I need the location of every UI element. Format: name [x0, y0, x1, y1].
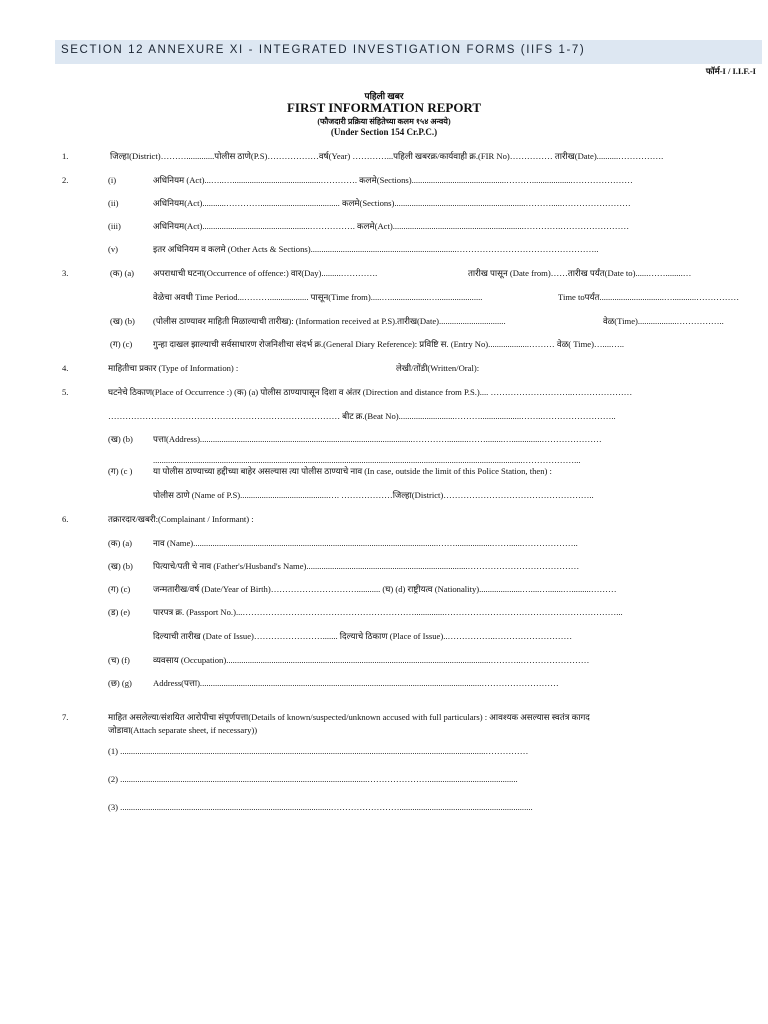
item-number: 2. — [62, 175, 69, 185]
field-line: पत्ता(Address)...................................................................................................…………..........……........…..............………………… — [153, 434, 602, 444]
banner-text: SECTION 12 ANNEXURE XI - INTEGRATED INVESTIGATION FORMS (IIFS 1-7) — [61, 44, 586, 56]
marathi-subtitle: (फौजदारी प्रक्रिया संहितेच्या कलम १५४ अन्वये) — [317, 117, 451, 126]
item-number: 3. — [62, 268, 69, 278]
field-line: दिल्याची तारीख (Date of Issue)……………………....... दिल्याचे ठिकाण (Place of Issue)..……………..……………………… — [153, 631, 573, 641]
field-line: Time toपर्यंत..............................…...........…………… — [558, 292, 740, 302]
field-line: ............................................................................................................................................................................………………... — [153, 455, 581, 465]
item-number: 1. — [62, 151, 69, 161]
sub-label: (ख) (b) — [108, 561, 133, 571]
item-number: 7. — [62, 712, 69, 722]
field-line: जन्मतारीख/वर्ष (Date/Year of Birth)…………………………........... (घ) (d) राष्ट्रीयत्व (Nationality)....................…....….......….........……… — [153, 584, 617, 594]
sub-label: (ख) (b) — [108, 434, 133, 444]
document-subtitle: (Under Section 154 Cr.P.C.) — [330, 127, 438, 137]
field-line: अपराधाची घटना(Occurrence of offence:) वार(Day).........…………. — [153, 268, 378, 278]
item-number: 6. — [62, 514, 69, 524]
sub-label: (क) (a) — [108, 538, 133, 548]
field-line: तक्रारदार/खबरी:(Complainant / Informant) : — [108, 514, 254, 524]
field-line: अधिनियम(Act)...........…………..................................... कलमे(Sections).............................................................……….....…………………… — [153, 198, 631, 208]
sub-label: (i) — [108, 175, 117, 185]
sub-label: (ख) (b) — [110, 316, 135, 326]
sub-label: (v) — [108, 244, 119, 254]
field-line: Address(पत्ता)...................................................................................................................................……………………… — [153, 678, 559, 688]
field-line: तारीख पासून (Date from)……तारीख पर्यंत(Date to)......……........… — [468, 268, 692, 278]
field-line: (2) ...................................................................................................................………………….......................................... — [108, 774, 518, 784]
field-line: लेखी/तोंडी(Written/Oral): — [396, 363, 480, 373]
field-line: जोडावा(Attach separate sheet, if necessary)) — [108, 725, 258, 735]
field-line: या पोलीस ठाण्याच्या हद्दीच्या बाहेर असल्यास त्या पोलीस ठाण्याचे नाव (In case, outside the limit of this Police Station, then) : — [153, 466, 552, 476]
sub-label: (ii) — [108, 198, 119, 208]
sub-label: (ग) (c) — [110, 339, 133, 349]
field-line: माहितीचा प्रकार (Type of Information) : — [108, 363, 239, 373]
sub-label: (ग) (c ) — [108, 466, 133, 476]
field-line: (1) ..........................................................................................................................................................................…………… — [108, 746, 529, 756]
sub-label: (ड) (e) — [108, 607, 131, 617]
field-line: ……………………………………………………………………… बीट क्र.(Beat No)..........................………...................……..…………………….. — [108, 411, 616, 421]
marathi-title: पहिली खबर — [364, 91, 404, 101]
field-line: (3) ..................................................................................................…………………….............................................................. — [108, 802, 533, 812]
field-line: नाव (Name)..................................................................................................................…….................……......……………….. — [153, 538, 578, 548]
sub-label: (iii) — [108, 221, 121, 231]
field-line: अधिनियम (Act)...…..….........................................…………. कलमे(Sections)............................................………...................………………… — [153, 175, 633, 185]
field-line: पारपत्र क्र. (Passport No.)...……………………………………………………..............……………………………………………………... — [153, 607, 623, 617]
field-line: अधिनियम(Act)..................................................……………. कलमे(Act).............................................................………….…………………… — [153, 221, 630, 231]
field-line: इतर अधिनियम व कलमे (Other Acts & Sections)....................................................................………………………………………….. — [153, 244, 599, 254]
field-line: पोलीस ठाणे (Name of P.S).........................................…. ………………जिल्हा(District)…………………………………………….. — [153, 490, 594, 500]
field-line: वेळेचा अवधी Time Period...……….................. पासून(Time from).....…..................…..................... — [153, 292, 483, 302]
document-title: FIRST INFORMATION REPORT — [286, 100, 482, 115]
item-number: 5. — [62, 387, 69, 397]
field-line: माहित असलेल्या/संशयित आरोपीचा संपूर्णपत्ता(Details of known/suspected/unknown accused with full particulars) : आवश्यक असल्यास स्वतंत्र कागद — [108, 712, 590, 722]
field-line: पित्याचे/पती चे नाव (Father's/Husband's Name)...........................................................................………………………………… — [153, 561, 580, 571]
section-banner — [55, 40, 762, 64]
sub-label: (छ) (g) — [108, 678, 132, 688]
sub-label: (च) (f) — [108, 655, 130, 665]
field-line: गुन्हा दाखल झाल्याची सर्वसाधारण रोजनिशीचा संदर्भ क्र.(General Diary Reference): प्रविष्टि स. (Entry No)...................……… वेळ( Time)…....….. — [153, 339, 625, 349]
sub-label: (ग) (c) — [108, 584, 131, 594]
field-line: घटनेचे ठिकाण(Place of Occurrence :) (क) (a) पोलीस ठाण्यापासून दिशा व अंतर (Direction and distance from P.S.).... ………………………..………………… — [108, 387, 633, 397]
field-line: जिल्हा(District)……….............पोलीस ठाणे(P.S)………………वर्ष(Year) …………...पहिली खबरक्र/कार्यवाही क्र.(FIR No)…………… तारीख(Date)..........……………. — [110, 151, 664, 161]
item-number: 4. — [62, 363, 69, 373]
form-number: फॉर्म-I / I.I.F.-I — [705, 66, 756, 76]
sub-label: (क) (a) — [110, 268, 135, 278]
field-line: व्यवसाय (Occupation)...........................................................................................................................………..…………………… — [153, 655, 590, 665]
field-line: वेळ(Time)..................…………….. — [603, 316, 724, 326]
field-line: (पोलीस ठाण्यावर माहिती मिळाल्याची तारीख): (Information received at P.S).तारीख(Date)............................... — [153, 316, 506, 326]
